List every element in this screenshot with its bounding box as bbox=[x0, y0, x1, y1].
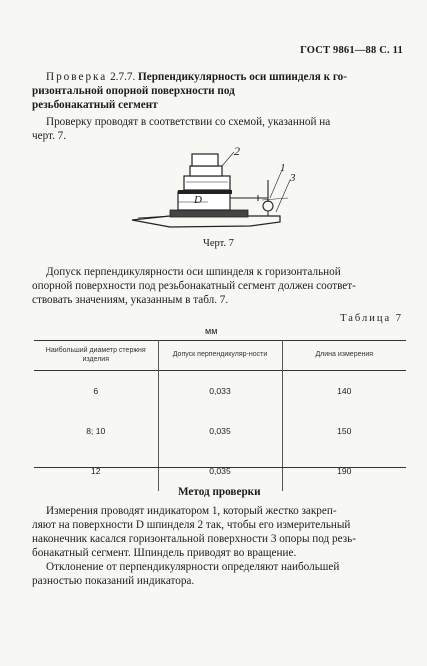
method-line1: Измерения проводят индикатором 1, который жестко закреп- bbox=[46, 505, 337, 517]
tolerance-line3: ствовать значениям, указанным в табл. 7. bbox=[32, 294, 229, 306]
intro-line2: черт. 7. bbox=[32, 130, 67, 142]
table-bottom-rule bbox=[34, 467, 406, 468]
table-row bbox=[34, 370, 406, 411]
tolerance-paragraph bbox=[32, 265, 407, 307]
cell-tolerance: 0,033 bbox=[158, 370, 282, 411]
cell-tolerance: 0,035 bbox=[158, 451, 282, 491]
label-1: 1 bbox=[280, 162, 286, 174]
page-header: ГОСТ 9861—88 С. 11 bbox=[300, 45, 403, 56]
table-title: Таблица 7 bbox=[340, 313, 403, 324]
label-D: D bbox=[194, 194, 202, 206]
label-3: 3 bbox=[290, 172, 296, 184]
cell-length: 140 bbox=[282, 370, 406, 411]
cell-diameter: 8; 10 bbox=[86, 425, 106, 436]
table-unit: мм bbox=[205, 326, 218, 336]
section-title-line1: Перпендикулярность оси шпинделя к го- bbox=[138, 71, 347, 83]
tolerance-line1: Допуск перпендикулярности оси шпинделя к горизонтальной bbox=[46, 266, 341, 278]
cell-diameter: 12 bbox=[90, 465, 101, 476]
section-title-line3: резьбонакатный сегмент bbox=[32, 99, 158, 111]
cell-length: 150 bbox=[282, 411, 406, 451]
table-header-row bbox=[34, 340, 406, 370]
spindle-diagram bbox=[130, 140, 320, 235]
section-title-line2: ризонтальной опорной поверхности под bbox=[32, 85, 235, 97]
method-line6: разностью показаний индикатора. bbox=[32, 575, 195, 587]
figure-7-drawing bbox=[130, 140, 320, 235]
intro-line1: Проверку проводят в соответствии со схемой, указанной на bbox=[46, 116, 331, 128]
cell-diameter: 6 bbox=[93, 385, 99, 396]
method-line2: ляют на поверхности D шпинделя 2 так, чтобы его измерительный bbox=[32, 519, 351, 531]
section-lead: Проверка bbox=[46, 71, 108, 83]
col-header-diameter: Наибольший диаметр стержня изделия bbox=[45, 346, 146, 363]
tolerance-line2: опорной поверхности под резьбонакатный сегмент должен соответ- bbox=[32, 280, 356, 292]
method-line5: Отклонение от перпендикулярности определяют наибольшей bbox=[46, 561, 340, 573]
col-header-tolerance: Допуск перпендикуляр-ности bbox=[158, 340, 282, 370]
section-heading bbox=[32, 70, 406, 112]
cell-tolerance: 0,035 bbox=[158, 411, 282, 451]
section-number: 2.7.7. bbox=[110, 71, 136, 83]
col-header-length: Длина измерения bbox=[282, 340, 406, 370]
figure-caption: Черт. 7 bbox=[203, 238, 234, 249]
intro-paragraph bbox=[32, 115, 407, 143]
table-row bbox=[34, 411, 406, 451]
method-heading: Метод проверки bbox=[178, 486, 261, 498]
method-paragraph bbox=[32, 504, 407, 588]
method-line4: бонакатный сегмент. Шпиндель приводят во вращение. bbox=[32, 547, 297, 559]
method-line3: наконечник касался горизонтальной поверхности 3 опоры под резь- bbox=[32, 533, 356, 545]
cell-length: 190 bbox=[282, 451, 406, 491]
label-2: 2 bbox=[234, 144, 240, 158]
